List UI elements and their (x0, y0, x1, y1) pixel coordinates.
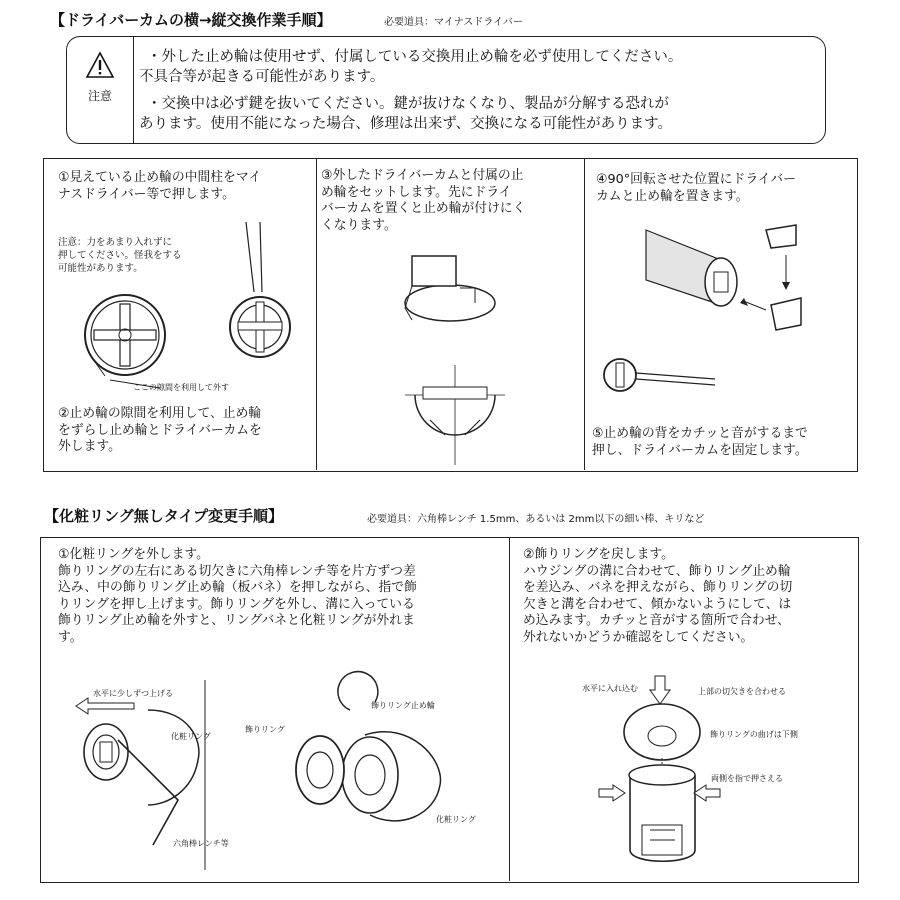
install-step2-line: を差込み、バネを押えながら、飾りリングの切 (523, 580, 793, 595)
removal-step1-line: す。 (58, 629, 83, 645)
step5-text (592, 426, 808, 459)
caution-line-2b: あります。使用不能になった場合、修理は出来ず、交換になる可能性があります。 (139, 116, 673, 132)
removal-step1-line: 込み、中の飾りリング止め輪（板バネ）を押しながら、指で飾 (58, 580, 417, 595)
install-step2-line: 欠きと溝を合わせて、傾かないようにして、は (523, 596, 792, 612)
step2-line: 外します。 (58, 439, 121, 454)
caution-line-1b: 不具合等が起きる可能性があります。 (139, 69, 385, 85)
removal-step1-line: りリングを押し上げます。飾りリングを外し、溝に入っている (58, 596, 415, 612)
panel-divider-1 (316, 159, 317, 470)
section-title-ring-removal: 【化粧リング無しタイプ変更手順】 (44, 507, 283, 525)
cylinder-cam-illustration (636, 210, 836, 340)
label-cosmetic-ring-2: 化粧リング (436, 815, 476, 824)
note-line: 注意：力をあまり入れずに (58, 237, 173, 248)
section-title-cam-exchange: 【ドライバーカムの横→縦交換作業手順】 (50, 11, 332, 29)
step4-line: カムと止め輪を置きます。 (596, 188, 749, 204)
removal-step1-line: ①化粧リングを外します。 (58, 547, 209, 562)
note-line: 可能性があります。 (58, 263, 143, 274)
step5-line: ⑤止め輪の背をカチッと音がするまで (592, 426, 808, 441)
label-lift-horizontal: 水平に少しずつ上げる (93, 689, 173, 698)
step2-line: ②止め輪の隙間を利用して、止め輪 (58, 406, 262, 421)
caution-line-2a: ・交換中は必ず鍵を抜いてください。鍵が抜けなくなり、製品が分解する恐れが (147, 96, 669, 112)
screwdriver-on-ring-illustration (226, 222, 286, 362)
label-hex-wrench: 六角棒レンチ等 (173, 839, 229, 848)
gap-callout: ここの隙間を利用して外す (133, 383, 229, 392)
right-arrow-icon (599, 785, 625, 801)
label-press-both-sides: 両側を指で押さえる (711, 774, 783, 783)
exploded-ring-illustration (290, 690, 450, 830)
label-align-notch: 上部の切欠きを合わせる (698, 687, 786, 696)
removal-step1-line: 飾りリング止め輪を外すと、リングバネと化粧リングが外れま (58, 613, 415, 628)
step3-line: くなります。 (321, 217, 397, 233)
ring-top-view-illustration (405, 365, 505, 465)
label-bend-downward: 飾りリングの曲げは下側 (710, 730, 798, 739)
label-cosmetic-ring-1: 化粧リング (171, 732, 211, 741)
label-decorative-ring: 飾りリング (245, 725, 285, 734)
step3-line: バーカムを置くと止め輪が付けにく (321, 201, 526, 216)
step3-line: ③外したドライバーカムと付属の止 (321, 168, 524, 183)
retaining-ring-illustration (80, 290, 180, 390)
label-insert-horizontal: 水平に入れ込む (582, 684, 638, 693)
caution-icon-column (67, 37, 134, 143)
install-step2-line: 外れないかどうか確認をしてください。 (523, 629, 754, 645)
step1-line: ①見えている止め輪の中間柱をマイ (58, 170, 262, 185)
step4-line: ④90°回転させた位置にドライバー (596, 172, 796, 187)
step3-text (321, 168, 526, 234)
panel-divider-3 (509, 538, 510, 881)
install-step2-text (523, 547, 792, 646)
install-step2-line: ②飾りリングを戻します。 (523, 547, 674, 562)
caution-label: 注意 (87, 89, 112, 103)
removal-step1-line: 飾りリングの左右にある切欠きに六角棒レンチ等を片方ずつ差 (58, 563, 416, 579)
step4-text (596, 172, 796, 205)
left-arrow-press-icon (694, 785, 720, 801)
caution-line-1a: ・外した止め輪は使用せず、付属している交換用止め輪を必ず使用してください。 (147, 49, 683, 65)
step1-text (58, 170, 261, 203)
step1-line: ナスドライバー等で押します。 (58, 186, 235, 202)
step2-text (58, 406, 262, 456)
step5-line: 押し、ドライバーカムを固定します。 (592, 442, 808, 458)
caution-box (66, 36, 826, 144)
install-step2-line: ハウジングの溝に合わせて、飾りリング止め輪 (523, 563, 791, 579)
required-tools-1: 必要道具：マイナスドライバー (384, 17, 523, 28)
label-decorative-ring-retainer: 飾りリング止め輪 (371, 701, 435, 710)
warning-triangle-icon (86, 51, 114, 79)
screwdriver-press-illustration (600, 355, 720, 395)
step1-note (58, 236, 182, 275)
note-line: 押してください。怪我をする (58, 250, 182, 261)
step3-line: め輪をセットします。先にドライ (321, 184, 512, 200)
cam-set-illustration (400, 248, 500, 328)
panel-divider-2 (584, 159, 585, 470)
install-step2-line: め込みます。カチッと音がする箇所で合わせ、 (523, 613, 790, 628)
step2-line: をずらし止め輪とドライバーカムを (58, 422, 262, 438)
required-tools-2: 必要道具：六角棒レンチ 1.5mm、あるいは 2mm以下の細い棒、キリなど (367, 514, 705, 525)
removal-step1-text (58, 547, 417, 646)
